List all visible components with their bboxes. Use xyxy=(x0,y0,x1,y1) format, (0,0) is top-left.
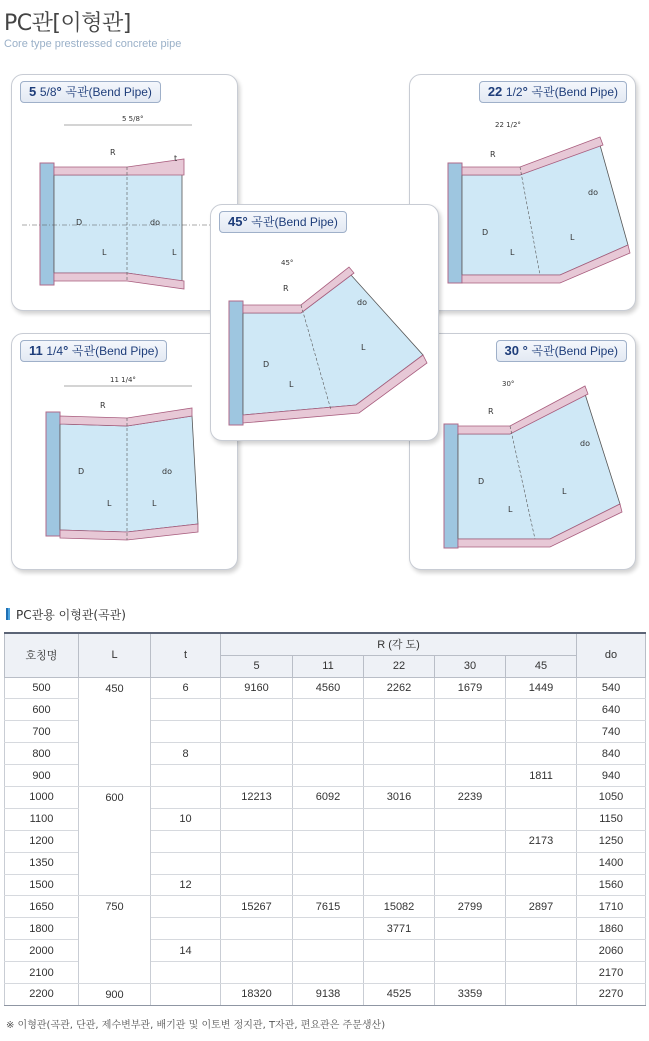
diagram-panel-22-1-2 xyxy=(409,74,636,311)
bend-pipe-drawing xyxy=(12,75,238,311)
cell-R xyxy=(293,874,364,896)
cell-R: 3016 xyxy=(364,786,435,808)
cell-R xyxy=(435,808,506,830)
section-marker-icon xyxy=(6,608,10,620)
outer-diameter-label: do xyxy=(588,188,598,197)
cell-nominal: 2200 xyxy=(5,983,79,1005)
cell-R xyxy=(221,808,293,830)
outer-diameter-label: do xyxy=(357,298,367,307)
cell-L: 750 xyxy=(79,896,151,984)
page-subtitle: Core type prestressed concrete pipe xyxy=(4,38,182,50)
radius-label: R xyxy=(100,401,106,410)
cell-L: 600 xyxy=(79,786,151,895)
footnote: ※ 이형관(곡관, 단관, 제수변부관, 배기관 및 이토변 정지관, T자관, 편요관은 주문생산) xyxy=(6,1020,386,1031)
cell-nominal: 900 xyxy=(5,765,79,787)
diameter-label: D xyxy=(76,218,83,227)
cell-R: 6092 xyxy=(293,786,364,808)
cell-nominal: 2100 xyxy=(5,962,79,984)
cell-t xyxy=(151,983,221,1005)
table-row xyxy=(5,983,646,1005)
cell-R xyxy=(435,918,506,940)
cell-R xyxy=(435,940,506,962)
cell-R xyxy=(364,830,435,852)
table-row xyxy=(5,896,646,918)
cell-R: 2897 xyxy=(506,896,577,918)
cell-R xyxy=(293,940,364,962)
cell-R xyxy=(221,830,293,852)
cell-R xyxy=(293,962,364,984)
cell-R xyxy=(506,808,577,830)
cell-R xyxy=(293,852,364,874)
cell-do: 640 xyxy=(577,699,646,721)
outer-diameter-label: do xyxy=(150,218,160,227)
cell-R: 1449 xyxy=(506,677,577,699)
cell-nominal: 1650 xyxy=(5,896,79,918)
cell-t xyxy=(151,830,221,852)
cell-nominal: 700 xyxy=(5,721,79,743)
cell-t xyxy=(151,918,221,940)
radius-label: R xyxy=(110,148,116,157)
header-L: L xyxy=(79,633,151,677)
cell-R xyxy=(293,743,364,765)
cell-nominal: 600 xyxy=(5,699,79,721)
header-t: t xyxy=(151,633,221,677)
angle-dim-label: 45° xyxy=(281,259,294,267)
cell-R: 3771 xyxy=(364,918,435,940)
cell-R xyxy=(506,983,577,1005)
table-section-title: PC관용 이형관(곡관) xyxy=(6,606,126,623)
cell-t: 12 xyxy=(151,874,221,896)
cell-do: 1150 xyxy=(577,808,646,830)
cell-do: 1250 xyxy=(577,830,646,852)
cell-do: 1050 xyxy=(577,786,646,808)
cell-nominal: 1200 xyxy=(5,830,79,852)
outer-diameter-label: do xyxy=(580,439,590,448)
cell-t xyxy=(151,699,221,721)
header-R-group: R (각 도) xyxy=(221,633,577,655)
bend-angle-badge: 30 ° 곡관(Bend Pipe) xyxy=(496,340,627,362)
length-label: L xyxy=(562,487,567,496)
diameter-label: D xyxy=(78,467,85,476)
cell-R xyxy=(435,721,506,743)
cell-nominal: 1800 xyxy=(5,918,79,940)
length-label: L xyxy=(289,380,294,389)
cell-t xyxy=(151,962,221,984)
cell-R xyxy=(221,874,293,896)
cell-R: 2262 xyxy=(364,677,435,699)
cell-R xyxy=(506,940,577,962)
header-angle: 11 xyxy=(293,655,364,677)
header-angle: 22 xyxy=(364,655,435,677)
length-label: L xyxy=(152,499,157,508)
cell-R xyxy=(221,699,293,721)
table-row xyxy=(5,677,646,699)
cell-R: 15267 xyxy=(221,896,293,918)
cell-R xyxy=(435,874,506,896)
header-angle: 30 xyxy=(435,655,506,677)
cell-R xyxy=(506,918,577,940)
cell-R: 4525 xyxy=(364,983,435,1005)
length-label: L xyxy=(102,248,107,257)
cell-t xyxy=(151,721,221,743)
length-label: L xyxy=(361,343,366,352)
cell-R xyxy=(435,699,506,721)
cell-R xyxy=(221,918,293,940)
cell-do: 2170 xyxy=(577,962,646,984)
cell-R xyxy=(293,765,364,787)
thickness-label: t xyxy=(174,154,178,163)
angle-dim-label: 5 5/8° xyxy=(122,115,144,123)
cell-R xyxy=(293,808,364,830)
cell-R xyxy=(293,699,364,721)
cell-do: 1400 xyxy=(577,852,646,874)
cell-R xyxy=(364,699,435,721)
cell-R: 4560 xyxy=(293,677,364,699)
cell-R: 7615 xyxy=(293,896,364,918)
length-label: L xyxy=(172,248,177,257)
cell-R: 2173 xyxy=(506,830,577,852)
cell-R xyxy=(506,874,577,896)
cell-R xyxy=(506,852,577,874)
cell-R: 1811 xyxy=(506,765,577,787)
bend-angle-badge: 11 1/4° 곡관(Bend Pipe) xyxy=(20,340,167,362)
cell-nominal: 800 xyxy=(5,743,79,765)
cell-R xyxy=(506,699,577,721)
cell-R xyxy=(221,743,293,765)
cell-R: 9138 xyxy=(293,983,364,1005)
bend-angle-badge: 22 1/2° 곡관(Bend Pipe) xyxy=(479,81,627,103)
bend-pipe-drawing xyxy=(12,334,238,570)
cell-t xyxy=(151,852,221,874)
length-label: L xyxy=(107,499,112,508)
cell-R xyxy=(364,743,435,765)
cell-t: 6 xyxy=(151,677,221,699)
length-label: L xyxy=(570,233,575,242)
cell-do: 540 xyxy=(577,677,646,699)
cell-R: 2799 xyxy=(435,896,506,918)
cell-R: 18320 xyxy=(221,983,293,1005)
cell-R xyxy=(293,918,364,940)
cell-R xyxy=(435,743,506,765)
cell-R xyxy=(221,852,293,874)
radius-label: R xyxy=(283,284,289,293)
bend-angle-badge: 45° 곡관(Bend Pipe) xyxy=(219,211,347,233)
angle-dim-label: 30° xyxy=(502,380,515,388)
header-angle: 5 xyxy=(221,655,293,677)
cell-R: 1679 xyxy=(435,677,506,699)
header-nominal: 호칭명 xyxy=(5,633,79,677)
cell-R xyxy=(435,852,506,874)
cell-do: 1860 xyxy=(577,918,646,940)
cell-R xyxy=(221,765,293,787)
diameter-label: D xyxy=(478,477,485,486)
cell-nominal: 1500 xyxy=(5,874,79,896)
spec-table xyxy=(4,632,646,1006)
cell-R xyxy=(506,786,577,808)
cell-do: 2060 xyxy=(577,940,646,962)
diagram-panel-5-5-8 xyxy=(11,74,238,311)
cell-R xyxy=(221,940,293,962)
cell-t: 8 xyxy=(151,743,221,765)
cell-R: 12213 xyxy=(221,786,293,808)
cell-t: 14 xyxy=(151,940,221,962)
angle-dim-label: 22 1/2° xyxy=(495,121,521,129)
cell-do: 2270 xyxy=(577,983,646,1005)
cell-R: 3359 xyxy=(435,983,506,1005)
cell-do: 740 xyxy=(577,721,646,743)
cell-R xyxy=(221,962,293,984)
table-row xyxy=(5,786,646,808)
cell-R xyxy=(364,874,435,896)
cell-R xyxy=(435,765,506,787)
bend-pipe-drawing xyxy=(211,205,439,441)
outer-diameter-label: do xyxy=(162,467,172,476)
cell-R xyxy=(506,743,577,765)
cell-t xyxy=(151,896,221,918)
cell-R: 9160 xyxy=(221,677,293,699)
cell-R xyxy=(364,962,435,984)
cell-R xyxy=(364,808,435,830)
cell-R: 2239 xyxy=(435,786,506,808)
radius-label: R xyxy=(490,150,496,159)
length-label: L xyxy=(510,248,515,257)
cell-R xyxy=(293,830,364,852)
radius-label: R xyxy=(488,407,494,416)
cell-R xyxy=(221,721,293,743)
cell-R xyxy=(293,721,364,743)
cell-R xyxy=(364,852,435,874)
cell-do: 1560 xyxy=(577,874,646,896)
bend-angle-badge: 5 5/8° 곡관(Bend Pipe) xyxy=(20,81,161,103)
cell-L: 900 xyxy=(79,983,151,1005)
cell-nominal: 500 xyxy=(5,677,79,699)
cell-do: 840 xyxy=(577,743,646,765)
cell-t: 10 xyxy=(151,808,221,830)
cell-R xyxy=(435,962,506,984)
cell-do: 1710 xyxy=(577,896,646,918)
cell-nominal: 1100 xyxy=(5,808,79,830)
bend-pipe-drawing xyxy=(410,75,636,311)
cell-do: 940 xyxy=(577,765,646,787)
cell-R xyxy=(506,962,577,984)
cell-R xyxy=(364,765,435,787)
cell-nominal: 2000 xyxy=(5,940,79,962)
cell-t xyxy=(151,765,221,787)
length-label: L xyxy=(508,505,513,514)
cell-R: 15082 xyxy=(364,896,435,918)
cell-nominal: 1000 xyxy=(5,786,79,808)
diameter-label: D xyxy=(263,360,270,369)
angle-dim-label: 11 1/4° xyxy=(110,376,136,384)
cell-R xyxy=(364,721,435,743)
cell-R xyxy=(364,940,435,962)
cell-t xyxy=(151,786,221,808)
cell-R xyxy=(435,830,506,852)
header-angle: 45 xyxy=(506,655,577,677)
diagram-panel-45 xyxy=(210,204,439,441)
cell-R xyxy=(506,721,577,743)
diagram-panel-11-1-4 xyxy=(11,333,238,570)
header-do: do xyxy=(577,633,646,677)
cell-nominal: 1350 xyxy=(5,852,79,874)
diameter-label: D xyxy=(482,228,489,237)
diagram-panel-30 xyxy=(409,333,636,570)
page-title: PC관[이형관] xyxy=(4,11,131,36)
spec-table-body xyxy=(5,677,646,1005)
bend-pipe-drawing xyxy=(410,334,636,570)
cell-L: 450 xyxy=(79,677,151,786)
